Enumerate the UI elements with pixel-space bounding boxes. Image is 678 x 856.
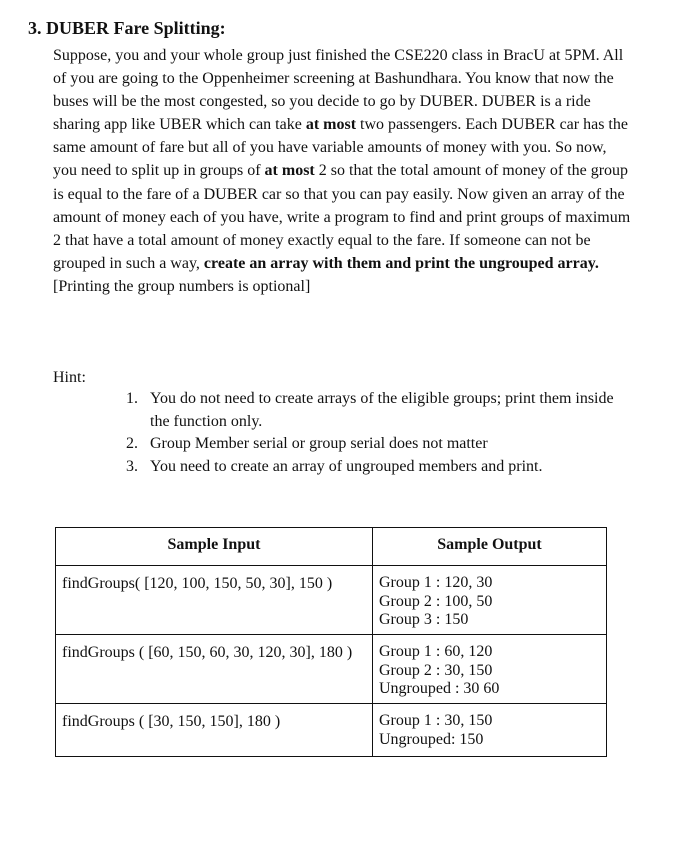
statement-text-2: two passengers. Each DUBER car has the same amount of fare but all of you have variable amounts of money with you. So now, you need to split up in groups of [53,116,628,180]
hint-item-3 [126,456,636,479]
output-line: Group 1 : 120, 30 [379,574,493,591]
hint-number: 2. [126,435,138,452]
problem-heading: 3. DUBER Fare Splitting: [28,18,226,38]
statement-text-3: 2 so that the total amount of money of the group is equal to the fare of a DUBER car so that you can pay easily. Now given an array of the amount of money each of you have, write a program to find and print groups of maximum 2 that have a total amount of money exactly equal to the fare. If someone can not be grouped in such a way, [53,162,631,272]
hint-item-1 [126,388,636,433]
sample-output-cell [373,704,607,757]
sample-input-header: Sample Input [56,528,373,566]
output-line: Group 3 : 150 [379,611,469,628]
table-row [56,704,607,757]
hint-text: Group Member serial or group serial does not matter [150,435,488,452]
hint-number: 1. [126,390,138,407]
sample-input-cell: findGroups( [120, 100, 150, 50, 30], 150 ) [56,566,373,635]
hint-list [126,388,636,478]
output-line: Ungrouped: 150 [379,730,484,748]
table-header-row [56,528,607,566]
sample-table [55,527,607,757]
statement-bold-1: at most [305,116,357,134]
sample-output-cell [373,635,607,704]
hint-text: You do not need to create arrays of the eligible groups; print them inside the function only. [150,390,614,430]
output-line: Group 2 : 30, 150 [379,661,493,679]
statement-bold-3: create an array with them and print the ungrouped array. [203,254,599,272]
statement-text-1: Suppose, you and your whole group just finished the CSE220 class in BracU at 5PM. All of you are going to the Oppenheimer screening at Bashundhara. You know that now the buses will be the most congested, so you decide to go by DUBER. DUBER is a ride sharing app like UBER which can take [53,47,624,134]
table-row [56,635,607,704]
hint-text: You need to create an array of ungrouped members and print. [150,457,543,475]
sample-output-header: Sample Output [373,528,607,566]
optional-note: [Printing the group numbers is optional] [53,277,311,295]
hint-number: 3. [126,457,138,475]
output-line: Group 1 : 60, 120 [379,643,493,660]
output-line: Group 2 : 100, 50 [379,592,493,610]
hint-label: Hint: [53,369,86,386]
statement-bold-2: at most [264,162,315,180]
table-row [56,566,607,635]
sample-output-cell [373,566,607,635]
sample-input-cell: findGroups ( [60, 150, 60, 30, 120, 30], 180 ) [56,635,373,704]
problem-statement [53,44,633,298]
output-line: Group 1 : 30, 150 [379,712,493,729]
output-line: Ungrouped : 30 60 [379,680,500,697]
hint-item-2 [126,433,636,456]
sample-input-cell: findGroups ( [30, 150, 150], 180 ) [56,704,373,757]
